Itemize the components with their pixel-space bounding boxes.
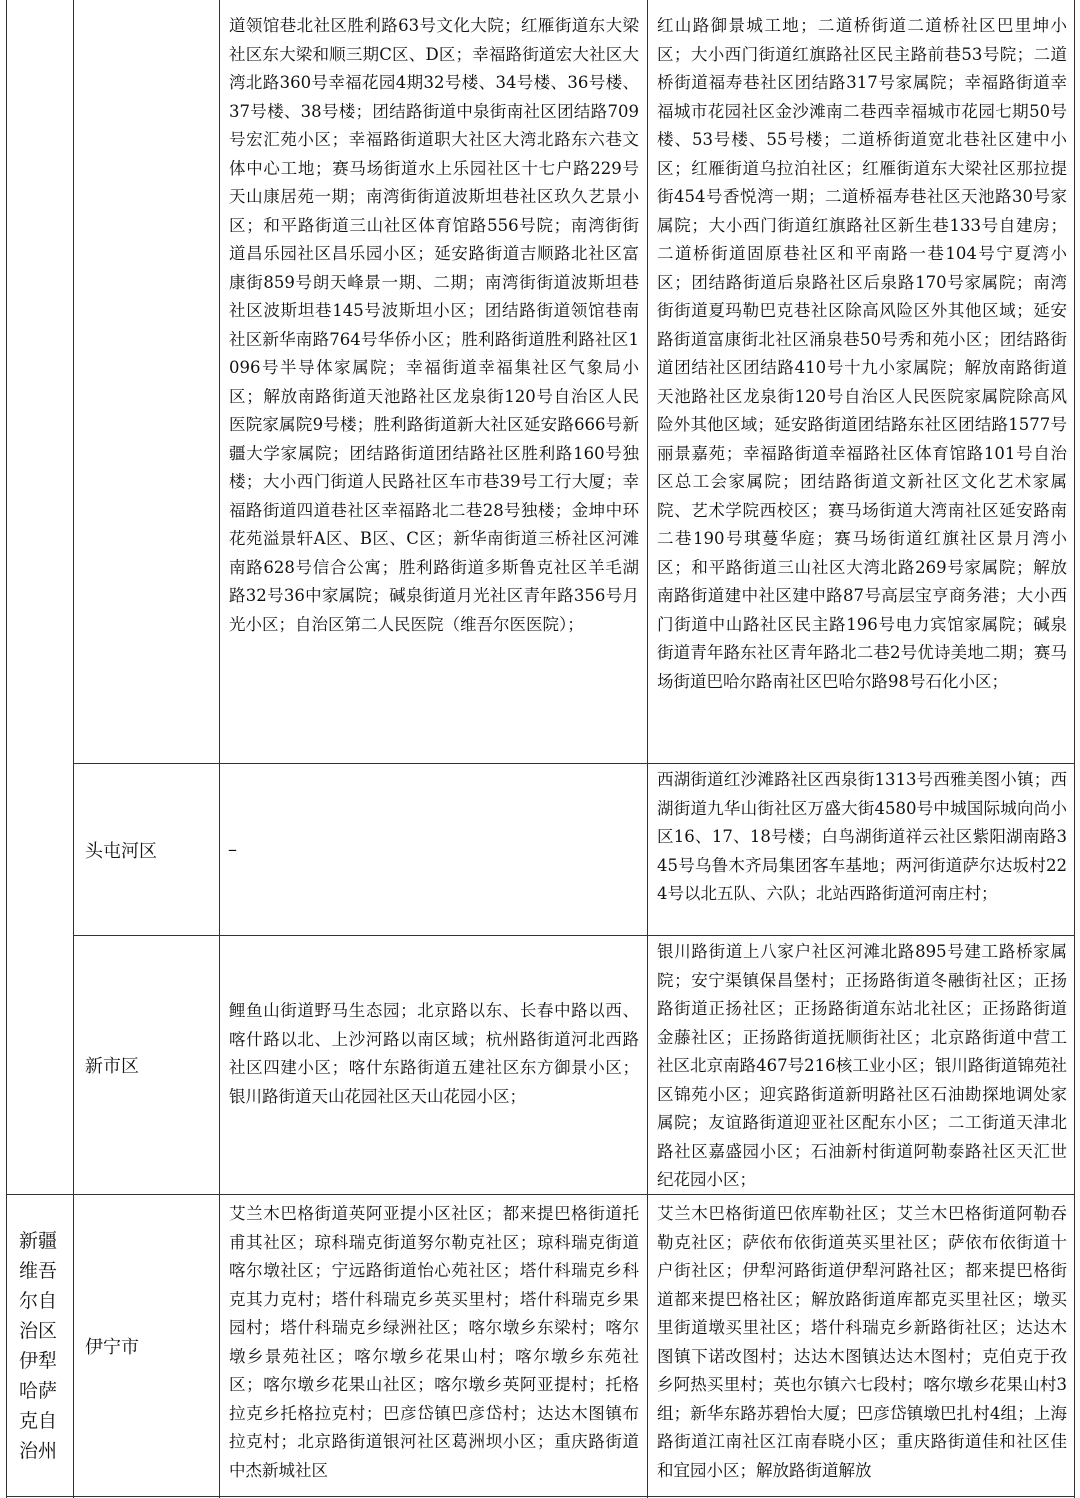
vline-left bbox=[6, 0, 7, 1498]
vline-region bbox=[73, 0, 74, 1498]
row4-col-a-text: 艾兰木巴格街道英阿亚提小区社区；都来提巴格街道托甫其社区；琼科瑞克街道努尔勒克社区；琼科瑞克街道喀尔墩社区；宁远路街道怡心苑社区；塔什科瑞克乡科克其力克村；塔什科瑞克乡英买里村；塔什科瑞克乡果园村；塔什科瑞克乡绿洲社区；喀尔墩乡东梁村；喀尔墩乡景苑社区；喀尔墩乡花果山村；喀尔墩乡东苑社区；喀尔墩乡花果山社区；喀尔墩乡英阿亚提村；托格拉克乡托格拉克村；巴彦岱镇巴彦岱村；达达木图镇布拉克村；北京路街道银河社区葛洲坝小区；重庆路街道中杰新城社区 bbox=[229, 1204, 639, 1480]
row1-col-b-text: 红山路御景城工地；二道桥街道二道桥社区巴里坤小区；大小西门街道红旗路社区民主路前巷53号院；二道桥街道福寿巷社区团结路317号家属院；幸福路街道幸福城市花园社区金沙滩南二巷西幸福城市花园七期50号楼、53号楼、55号楼；二道桥街道宽北巷社区建中小区；红雁街道乌拉泊社区；红雁街道东大梁社区那拉提街454号香悦湾一期；二道桥福寿巷社区天池路30号家属院；大小西门街道红旗路社区新生巷133号自建房；二道桥街道固原巷社区和平南路一巷104号宁夏湾小区；团结路街道后泉路社区后泉路170号家属院；南湾街街道夏玛勒巴克巷社区除高风险区外其他区域；延安路街道富康街北社区涌泉巷50号秀和苑小区；团结路街道团结社区团结路410号十九小家属院；解放南路街道天池路社区龙泉街120号自治区人民医院家属院除高风险外其他区域；延安路街道团结路东社区团结路1577号丽景嘉苑；幸福路街道幸福路社区体育馆路101号自治区总工会家属院；团结路街道文新社区文化艺术家属院、艺术学院西校区；赛马场街道大湾南社区延安路南二巷190号琪蔓华庭；赛马场街道红旗社区景月湾小区；和平路街道三山社区大湾北路269号家属院；解放南路街道建中社区建中路87号高层宝亨商务港；大小西门街道中山路社区民主路196号电力宾馆家属院；碱泉街道青年路东社区青年路北二巷2号优诗美地二期；赛马场街道巴哈尔路南社区巴哈尔路98号石化小区； bbox=[657, 16, 1067, 691]
region-xinjiang-yili: 新疆维吾尔自治区伊犁哈萨克自治州 bbox=[18, 1230, 57, 1462]
hline-row3-bottom bbox=[6, 1194, 1075, 1195]
row3-col-a-text: 鲤鱼山街道野马生态园；北京路以东、长春中路以西、喀什路以北、上沙河路以南区域；杭州路街道河北西路社区四建小区；喀什东路街道五建社区东方御景小区；银川路街道天山花园社区天山花园小区； bbox=[229, 1001, 639, 1106]
vline-right bbox=[1074, 0, 1075, 1498]
hline-bottom bbox=[6, 1496, 1075, 1497]
hline-row2-bottom bbox=[73, 935, 1075, 936]
hline-row1-bottom bbox=[73, 763, 1075, 764]
vline-middle bbox=[647, 0, 648, 1498]
vline-district bbox=[219, 0, 220, 1498]
district-xinshi: 新市区 bbox=[85, 1055, 139, 1077]
row1-col-a-text: 道领馆巷北社区胜利路63号文化大院；红雁街道东大梁社区东大梁和顺三期C区、D区；幸福路街道宏大社区大湾北路360号幸福花园4期32号楼、34号楼、36号楼、37号楼、38号楼；团结路街道中泉街南社区团结路709号宏汇苑小区；幸福路街道职大社区大湾北路东六巷文体中心工地；赛马场街道水上乐园社区十七户路229号天山康居苑一期；南湾街街道波斯坦巷社区玖久艺景小区；和平路街道三山社区体育馆路556号院；南湾街街道昌乐园社区昌乐园小区；延安路街道吉顺路北社区富康街859号朗天峰景一期、二期；南湾街街道波斯坦巷社区波斯坦巷145号波斯坦小区；团结路街道领馆巷南社区新华南路764号华侨小区；胜利路街道胜利路社区1096号半导体家属院；幸福街道幸福集社区气象局小区；解放南路街道天池路社区龙泉街120号自治区人民医院家属院9号楼；胜利路街道新大社区延安路666号新疆大学家属院；团结路街道团结路社区胜利路160号独楼；大小西门街道人民路社区车市巷39号工行大厦；幸福路街道四道巷社区幸福路北二巷28号独楼；金坤中环花苑溢景轩A区、B区、C区；新华南街道三桥社区河滩南路628号信合公寓；胜利路街道多斯鲁克社区羊毛湖路32号36中家属院；碱泉街道月光社区青年路356号月光小区；自治区第二人民医院（维吾尔医医院）； bbox=[229, 16, 639, 634]
row3-col-b-text: 银川路街道上八家户社区河滩北路895号建工路桥家属院；安宁渠镇保昌堡村；正扬路街道冬融街社区；正扬路街道正扬社区；正扬路街道东站北社区；正扬路街道金藤社区；正扬路街道抚顺街社区；北京路街道中营工社区北京南路467号216核工业小区；银川路街道锦苑社区锦苑小区；迎宾路街道新明路社区石油勘探地调处家属院；友谊路街道迎亚社区配东小区；二工街道天津北路社区嘉盛园小区；石油新村街道阿勒泰路社区天汇世纪花园小区； bbox=[657, 942, 1067, 1189]
row4-col-b-text: 艾兰木巴格街道巴依库勒社区；艾兰木巴格街道阿勒吞勒克社区；萨依布依街道英买里社区；萨依布依街道十户街社区；伊犁河路街道伊犁河路社区；都来提巴格街道都来提巴格社区；解放路街道库都克买里社区；墩买里街道墩买里社区；塔什科瑞克乡新路街社区；达达木图镇下诺改图村；达达木图镇达达木图村；克伯克于孜乡阿热买里村；英也尔镇六七段村；喀尔墩乡花果山村3组；新华东路苏碧怡大厦；巴彦岱镇墩巴扎村4组；上海路街道江南社区江南春晓小区；重庆路街道佳和社区佳和宜园小区；解放路街道解放 bbox=[657, 1204, 1067, 1480]
district-yining: 伊宁市 bbox=[85, 1337, 139, 1358]
district-toutunhe: 头屯河区 bbox=[85, 840, 157, 862]
row2-col-b-text: 西湖街道红沙滩路社区西泉街1313号西雅美图小镇；西湖街道九华山街社区万盛大街4580号中城国际城向尚小区16、17、18号楼；白鸟湖街道祥云社区紫阳湖南路345号乌鲁木齐局集团客车基地；两河街道萨尔达坂村224号以北五队、六队；北站西路街道河南庄村； bbox=[657, 770, 1067, 903]
row2-col-a-text: – bbox=[228, 839, 237, 860]
